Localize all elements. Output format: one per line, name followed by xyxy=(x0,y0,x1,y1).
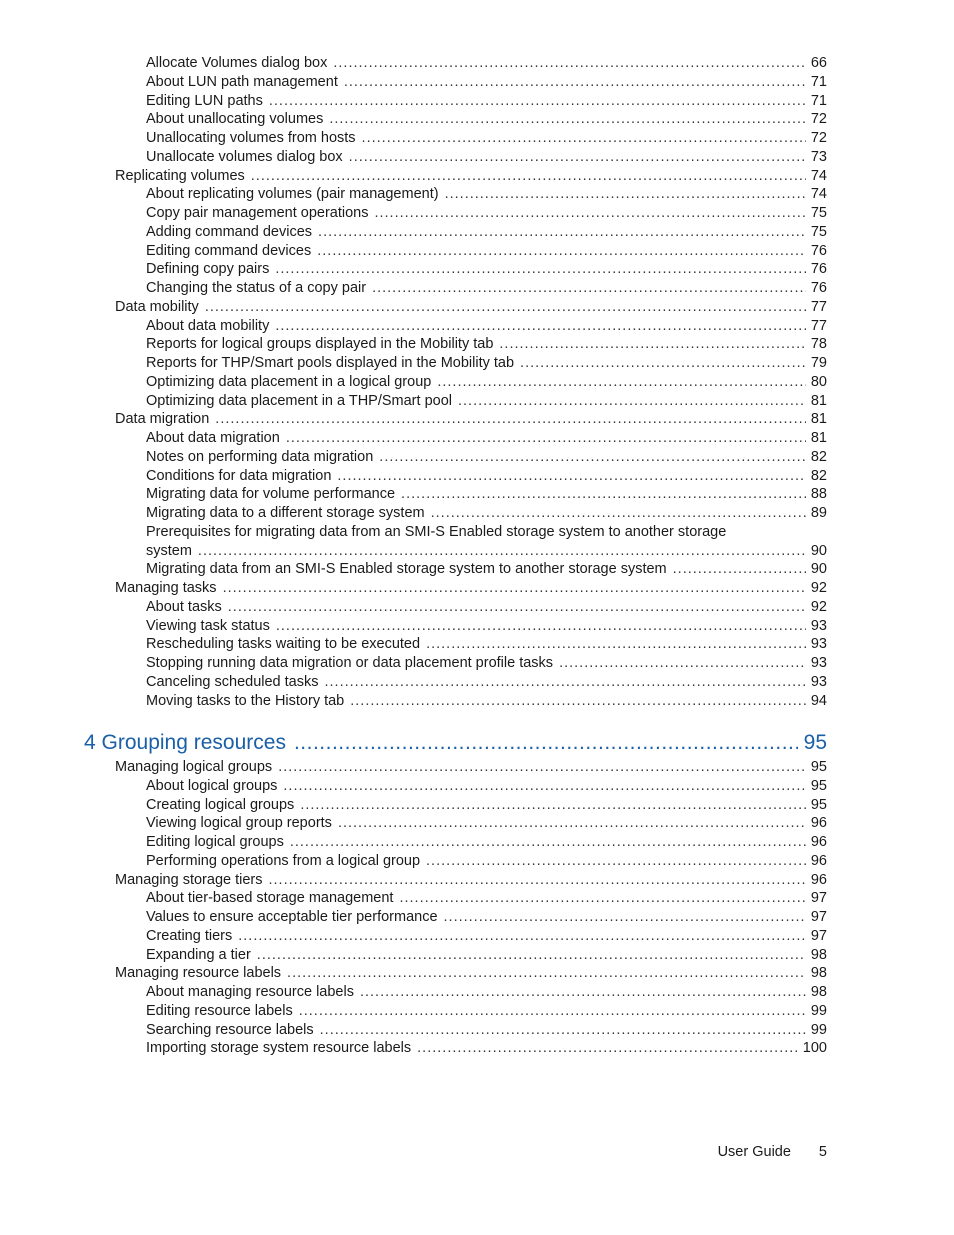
toc-dot-leader xyxy=(520,354,806,372)
toc-entry-title: Managing logical groups xyxy=(115,759,273,775)
toc-dot-leader xyxy=(317,242,806,260)
toc-entry[interactable] xyxy=(146,983,827,1001)
toc-dot-leader xyxy=(417,1039,798,1057)
toc-entry-title: About data migration xyxy=(146,430,280,446)
toc-dot-leader xyxy=(300,796,806,814)
toc-entry-page: 95 xyxy=(810,796,827,813)
toc-dot-leader xyxy=(320,1021,806,1039)
toc-dot-leader xyxy=(251,167,806,185)
toc-entry-page: 79 xyxy=(810,355,827,371)
toc-entry[interactable] xyxy=(146,185,827,203)
toc-entry[interactable] xyxy=(146,73,827,91)
toc-dot-leader xyxy=(205,298,806,316)
toc-entry-page: 72 xyxy=(810,111,827,128)
toc-dot-leader xyxy=(269,871,806,889)
toc-entry-title: system xyxy=(146,542,192,559)
toc-entry-page: 75 xyxy=(810,205,827,221)
toc-entry-page: 92 xyxy=(810,580,827,596)
toc-entry-page: 77 xyxy=(810,317,827,334)
toc-entry-page: 97 xyxy=(810,927,827,944)
toc-entry-page: 73 xyxy=(810,148,827,165)
toc-entry[interactable] xyxy=(146,542,827,560)
toc-entry[interactable] xyxy=(146,279,827,297)
toc-dot-leader xyxy=(318,223,806,241)
toc-entry-title: Migrating data for volume performance xyxy=(146,486,396,503)
toc-dot-leader xyxy=(379,448,806,466)
toc-entry[interactable] xyxy=(146,560,827,578)
toc-entry-title: Editing LUN paths xyxy=(146,92,263,109)
toc-chapter-entry[interactable] xyxy=(84,730,827,756)
toc-dot-leader xyxy=(399,889,805,907)
toc-entry-page: 88 xyxy=(810,486,827,503)
toc-entry-page: 76 xyxy=(810,280,827,296)
toc-entry-page: 71 xyxy=(810,92,827,109)
toc-dot-leader xyxy=(338,814,806,832)
toc-entry-title: Moving tasks to the History tab xyxy=(146,692,345,709)
toc-entry-page: 92 xyxy=(810,598,827,615)
toc-entry-title: Canceling scheduled tasks xyxy=(146,673,319,690)
toc-dot-leader xyxy=(223,579,806,597)
toc-entry-title: Data migration xyxy=(115,411,210,428)
toc-entry-page: 95 xyxy=(810,777,827,794)
toc-entry-title: Importing storage system resource labels xyxy=(146,1040,412,1057)
toc-dot-leader xyxy=(426,635,806,653)
toc-entry-title: Creating tiers xyxy=(146,927,233,944)
toc-entry-title: Changing the status of a copy pair xyxy=(146,280,367,296)
toc-entry-title: About replicating volumes (pair management) xyxy=(146,186,439,203)
toc-entry[interactable] xyxy=(146,260,827,278)
toc-entry[interactable] xyxy=(146,889,827,907)
toc-entry[interactable] xyxy=(146,852,827,870)
toc-dot-leader xyxy=(286,429,806,447)
toc-entry[interactable] xyxy=(146,635,827,653)
toc-entry-title: Notes on performing data migration xyxy=(146,448,374,465)
toc-entry[interactable] xyxy=(146,485,827,503)
toc-entry-page: 74 xyxy=(810,186,827,203)
toc-dot-leader xyxy=(294,730,798,756)
toc-entry-title: Copy pair management operations xyxy=(146,205,369,221)
toc-entry-title: Viewing task status xyxy=(146,617,270,634)
toc-entry[interactable] xyxy=(146,317,827,335)
toc-entry-title: Values to ensure acceptable tier performance xyxy=(146,909,438,925)
toc-dot-leader xyxy=(275,260,806,278)
toc-entry[interactable] xyxy=(146,373,827,391)
toc-dot-leader xyxy=(299,1002,806,1020)
toc-dot-leader xyxy=(257,946,806,964)
toc-entry-page: 81 xyxy=(810,411,827,428)
toc-entry-title: Managing resource labels xyxy=(115,965,282,982)
toc-entry-title: About tier-based storage management xyxy=(146,890,394,907)
toc-dot-leader xyxy=(215,410,806,428)
toc-entry-title: Viewing logical group reports xyxy=(146,815,332,832)
toc-dot-leader xyxy=(437,373,806,391)
toc-entry[interactable] xyxy=(146,335,827,353)
toc-dot-leader xyxy=(290,833,806,851)
toc-dot-leader xyxy=(374,204,805,222)
toc-entry-title: Managing tasks xyxy=(115,580,217,596)
toc-entry[interactable] xyxy=(115,579,827,597)
toc-entry-page: 93 xyxy=(810,655,827,671)
toc-entry[interactable] xyxy=(146,654,827,672)
toc-entry-title-line1[interactable]: Prerequisites for migrating data from an SMI-S Enabled storage system to another storage xyxy=(146,523,727,540)
toc-entry-page: 66 xyxy=(810,55,827,71)
toc-entry-page: 98 xyxy=(810,984,827,1000)
toc-entry-page: 75 xyxy=(810,223,827,240)
toc-entry-title: Conditions for data migration xyxy=(146,467,332,484)
toc-entry-page: 93 xyxy=(810,636,827,653)
toc-entry-page: 77 xyxy=(810,298,827,315)
toc-dot-leader xyxy=(275,317,806,335)
toc-entry-title: Replicating volumes xyxy=(115,167,245,184)
toc-dot-leader xyxy=(350,692,806,710)
toc-dot-leader xyxy=(325,673,806,691)
toc-dot-leader xyxy=(362,129,806,147)
toc-entry[interactable] xyxy=(146,129,827,147)
toc-dot-leader xyxy=(673,560,806,578)
toc-dot-leader xyxy=(238,927,806,945)
toc-entry[interactable] xyxy=(115,167,827,185)
toc-entry-title: Expanding a tier xyxy=(146,946,251,963)
toc-entry-page: 72 xyxy=(810,130,827,146)
page-footer xyxy=(718,1144,827,1160)
toc-entry-page: 93 xyxy=(810,673,827,690)
toc-entry-title: Editing logical groups xyxy=(146,834,284,850)
toc-entry-page: 71 xyxy=(810,73,827,90)
toc-entry-page: 90 xyxy=(810,561,827,578)
toc-dot-leader xyxy=(445,185,806,203)
toc-entry-page: 98 xyxy=(810,946,827,963)
toc-dot-leader xyxy=(344,73,806,91)
toc-entry-page: 90 xyxy=(810,542,827,559)
toc-dot-leader xyxy=(426,852,806,870)
toc-entry-title: Migrating data to a different storage system xyxy=(146,505,425,521)
toc-entry-page: 82 xyxy=(810,448,827,465)
toc-entry-title: Data mobility xyxy=(115,298,199,315)
toc-entry-title: Stopping running data migration or data placement profile tasks xyxy=(146,655,554,671)
toc-entry-page: 93 xyxy=(810,617,827,634)
toc-entry[interactable] xyxy=(115,410,827,428)
toc-entry[interactable] xyxy=(146,54,827,72)
toc-entry-page: 100 xyxy=(802,1040,827,1057)
toc-entry-title: Editing resource labels xyxy=(146,1002,293,1019)
toc-dot-leader xyxy=(499,335,805,353)
toc-entry[interactable] xyxy=(146,429,827,447)
toc-dot-leader xyxy=(349,148,806,166)
toc-entry-title: Defining copy pairs xyxy=(146,261,270,278)
toc-entry-page: 81 xyxy=(810,392,827,409)
toc-entry[interactable] xyxy=(146,692,827,710)
toc-dot-leader xyxy=(287,964,806,982)
toc-dot-leader xyxy=(278,758,806,776)
toc-entry[interactable] xyxy=(146,617,827,635)
toc-entry-title: About LUN path management xyxy=(146,73,338,90)
toc-dot-leader xyxy=(444,908,806,926)
toc-entry-page: 95 xyxy=(810,759,827,775)
toc-entry-title: About tasks xyxy=(146,598,222,615)
toc-entry-page: 96 xyxy=(810,834,827,850)
toc-entry[interactable] xyxy=(146,148,827,166)
toc-entry[interactable] xyxy=(146,673,827,691)
toc-entry[interactable] xyxy=(146,354,827,372)
toc-entry[interactable] xyxy=(146,927,827,945)
toc-entry-page: 94 xyxy=(810,692,827,709)
footer-title: User Guide xyxy=(717,1144,791,1160)
toc-entry[interactable] xyxy=(146,777,827,795)
toc-entry[interactable] xyxy=(146,1039,827,1057)
toc-dot-leader xyxy=(360,983,806,1001)
toc-dot-leader xyxy=(458,392,806,410)
toc-entry-title: Editing command devices xyxy=(146,242,312,259)
toc-entry[interactable] xyxy=(115,871,827,889)
toc-entry-page: 74 xyxy=(810,167,827,184)
toc-entry-title: Reports for THP/Smart pools displayed in the Mobility tab xyxy=(146,355,515,371)
toc-entry[interactable] xyxy=(146,223,827,241)
toc-entry-page: 76 xyxy=(810,261,827,278)
toc-entry-page: 96 xyxy=(810,852,827,869)
toc-entry-title: Adding command devices xyxy=(146,223,313,240)
toc-entry[interactable] xyxy=(115,964,827,982)
toc-dot-leader xyxy=(276,617,806,635)
toc-entry[interactable] xyxy=(146,598,827,616)
toc-entry-page: 97 xyxy=(810,890,827,907)
toc-entry-title: Unallocating volumes from hosts xyxy=(146,130,356,146)
toc-entry[interactable] xyxy=(146,946,827,964)
toc-entry-title: About managing resource labels xyxy=(146,984,354,1000)
toc-entry[interactable] xyxy=(115,298,827,316)
toc-entry[interactable] xyxy=(146,467,827,485)
toc-entry-page: 99 xyxy=(810,1021,827,1038)
toc-dot-leader xyxy=(228,598,806,616)
toc-dot-leader xyxy=(329,110,806,128)
toc-entry-page: 81 xyxy=(810,430,827,446)
toc-entry-title: Allocate Volumes dialog box xyxy=(146,55,328,71)
toc-entry-title: Reports for logical groups displayed in the Mobility tab xyxy=(146,336,494,353)
toc-dot-leader xyxy=(401,485,806,503)
toc-entry-title: About logical groups xyxy=(146,777,278,794)
toc-entry-page: 95 xyxy=(803,731,827,754)
toc-entry-title: Unallocate volumes dialog box xyxy=(146,148,343,165)
toc-dot-leader xyxy=(269,92,806,110)
toc-entry-title: Managing storage tiers xyxy=(115,871,263,888)
toc-entry-title: Optimizing data placement in a logical group xyxy=(146,373,432,390)
toc-entry[interactable] xyxy=(146,796,827,814)
toc-entry[interactable] xyxy=(115,758,827,776)
toc-entry[interactable] xyxy=(146,833,827,851)
toc-dot-leader xyxy=(333,54,805,72)
toc-dot-leader xyxy=(372,279,806,297)
toc-entry[interactable] xyxy=(146,204,827,222)
toc-entry-page: 82 xyxy=(810,467,827,484)
toc-entry[interactable] xyxy=(146,92,827,110)
toc-dot-leader xyxy=(283,777,805,795)
toc-entry-title: Creating logical groups xyxy=(146,796,295,813)
toc-entry-page: 80 xyxy=(810,373,827,390)
toc-entry-title: 4 Grouping resources xyxy=(84,731,286,754)
toc-entry-page: 96 xyxy=(810,871,827,888)
toc-entry-page: 97 xyxy=(810,909,827,925)
toc-entry[interactable] xyxy=(146,392,827,410)
toc-dot-leader xyxy=(337,467,805,485)
toc-entry-page: 99 xyxy=(810,1002,827,1019)
toc-entry-title: Optimizing data placement in a THP/Smart pool xyxy=(146,392,452,409)
toc-entry[interactable] xyxy=(146,908,827,926)
toc-entry[interactable] xyxy=(146,504,827,522)
toc-entry[interactable] xyxy=(146,814,827,832)
toc-entry-title: About unallocating volumes xyxy=(146,111,324,128)
toc-entry-title: About data mobility xyxy=(146,317,270,334)
toc-entry[interactable] xyxy=(146,448,827,466)
footer-page-number: 5 xyxy=(818,1144,827,1160)
toc-entry-page: 78 xyxy=(810,336,827,353)
toc-entry[interactable] xyxy=(146,110,827,128)
toc-entry-title: Migrating data from an SMI-S Enabled storage system to another storage system xyxy=(146,561,667,578)
toc-entry-page: 76 xyxy=(810,242,827,259)
toc-dot-leader xyxy=(431,504,806,522)
toc-entry-title: Searching resource labels xyxy=(146,1021,314,1038)
toc-entry-page: 89 xyxy=(810,505,827,521)
toc-entry-page: 98 xyxy=(810,965,827,982)
toc-entry-title: Performing operations from a logical group xyxy=(146,852,421,869)
toc-entry[interactable] xyxy=(146,1002,827,1020)
toc-dot-leader xyxy=(198,542,806,560)
toc-entry[interactable] xyxy=(146,1021,827,1039)
toc-entry-page: 96 xyxy=(810,815,827,832)
toc-entry[interactable] xyxy=(146,242,827,260)
toc-dot-leader xyxy=(559,654,806,672)
toc-entry-title: Rescheduling tasks waiting to be executed xyxy=(146,636,421,653)
